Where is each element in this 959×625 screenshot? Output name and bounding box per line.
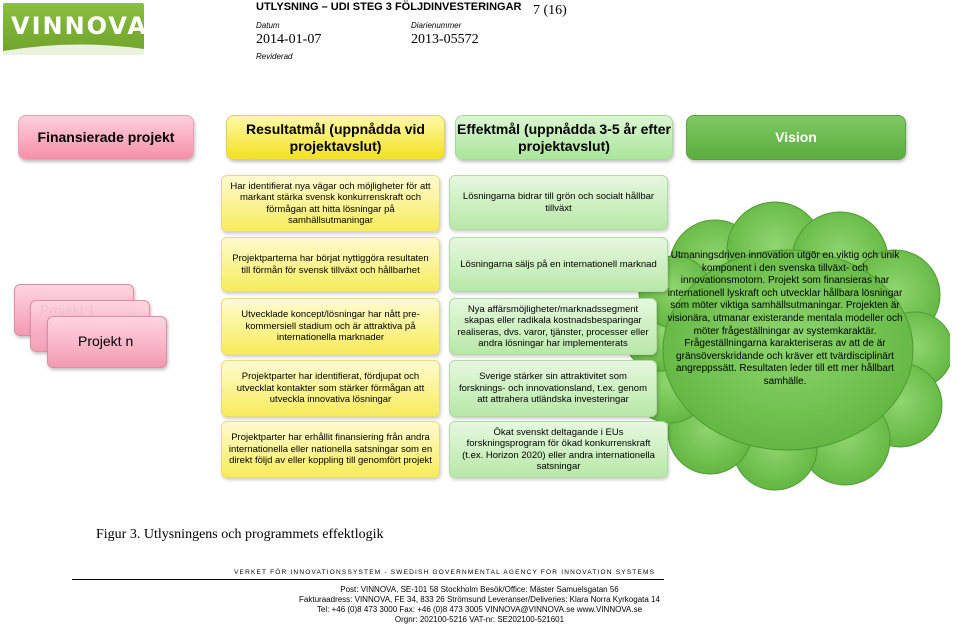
project-card-n [47, 316, 167, 368]
reviderad-label: Reviderad [256, 52, 293, 61]
diarienummer-label: Diarienummer [411, 21, 462, 30]
effekt-box-4: Sverige stärker sin attraktivitet som forsknings- och innovationsland, t.ex. genom att attrahera utländska investeringar [449, 360, 657, 417]
diarienummer-value: 2013-05572 [411, 32, 479, 47]
footer-line-2: Fakturaadress: VINNOVA, FE 34, 833 26 Strömsund Leveranser/Deliveries: Klara Norra Kyrkogata 14 [299, 595, 660, 604]
effekt-box-3: Nya affärsmöjligheter/marknadssegment skapas eller radikala kostnadsbesparingar realiseras, dvs. varor, tjänster, processer eller andra lösningar har implementerats [449, 298, 657, 355]
footer-line-3: Tel: +46 (0)8 473 3000 Fax: +46 (0)8 473 3005 VINNOVA@VINNOVA.se www.VINNOVA.se [316, 605, 643, 614]
figure-caption: Figur 3. Utlysningens och programmets effektlogik [96, 527, 384, 542]
resultat-box-5: Projektparter har erhållit finansiering från andra internationella eller nationella satsningar som en direkt följd av eller koppling till genomfört projekt [221, 421, 440, 478]
document-title: UTLYSNING – UDI STEG 3 FÖLJDINVESTERINGAR [256, 1, 522, 13]
footer-divider [72, 579, 664, 580]
datum-value: 2014-01-07 [256, 32, 322, 47]
page-number: 7 (16) [533, 3, 567, 18]
effekt-box-2: Lösningarna säljs på en internationell marknad [449, 237, 668, 292]
resultat-box-4: Projektparter har identifierat, fördjupat och utvecklat kontakter som stärker förmågan att utveckla innovativa lösningar [221, 360, 440, 417]
logo-text: VINNOVA [11, 12, 148, 40]
header-effektmal: Effektmål (uppnådda 3-5 år efter projektavslut) [455, 115, 673, 160]
footer-line-1: Post: VINNOVA, SE-101 58 Stockholm Besök/Office: Mäster Samuelsgatan 56 [340, 585, 619, 594]
header-resultatmal: Resultatmål (uppnådda vid projektavslut) [226, 115, 445, 160]
resultat-box-2: Projektparterna har börjat nyttiggöra resultaten till förmån för svensk tillväxt och hållbarhet [221, 237, 440, 292]
effekt-box-5: Ökat svenskt deltagande i EUs forskningsprogram för ökad konkurrenskraft (t.ex. Horizon 2020) eller andra internationella satsningar [449, 421, 668, 478]
header-finansierade-projekt: Finansierade projekt [18, 115, 194, 160]
logo-swoosh-icon [3, 41, 144, 55]
project-n-label: Projekt n [78, 333, 134, 349]
vision-text: Utmaningsdriven innovation utgör en viktig och unik komponent i den svenska tillväxt- och innovationsmotorn. Projekt som finansieras har internationell lyskraft och utvecklar hållbara lösningar som möter viktiga samhällsutmaningar. Projekten är visionära, utmanar existerande mentala modeller och möter frågeställningar av systemkaraktär. Frågeställningarna karakteriseras av att de är gränsöverskridande och kräver ett tvärdisciplinärt angreppssätt. Resultaten leder till ett mer hållbart samhälle. [667, 250, 903, 387]
resultat-box-3: Utvecklade koncept/lösningar har nått pre-kommersiell stadium och är attraktiva på internationella marknader [221, 298, 440, 355]
effekt-box-1: Lösningarna bidrar till grön och socialt hållbar tillväxt [449, 175, 668, 230]
header-vision: Vision [686, 115, 906, 160]
footer-agency: VERKET FÖR INNOVATIONSSYSTEM - SWEDISH GOVERNMENTAL AGENCY FOR INNOVATION SYSTEMS [234, 569, 656, 576]
vinnova-logo [3, 3, 148, 55]
footer-line-4: Orgnr: 202100-5216 VAT-nr: SE202100-521601 [394, 615, 565, 624]
datum-label: Datum [256, 21, 280, 30]
resultat-box-1: Har identifierat nya vägar och möjligheter för att markant stärka svensk konkurrenskraft och förmågan att hitta lösningar på samhällsutmaningar [221, 175, 440, 232]
